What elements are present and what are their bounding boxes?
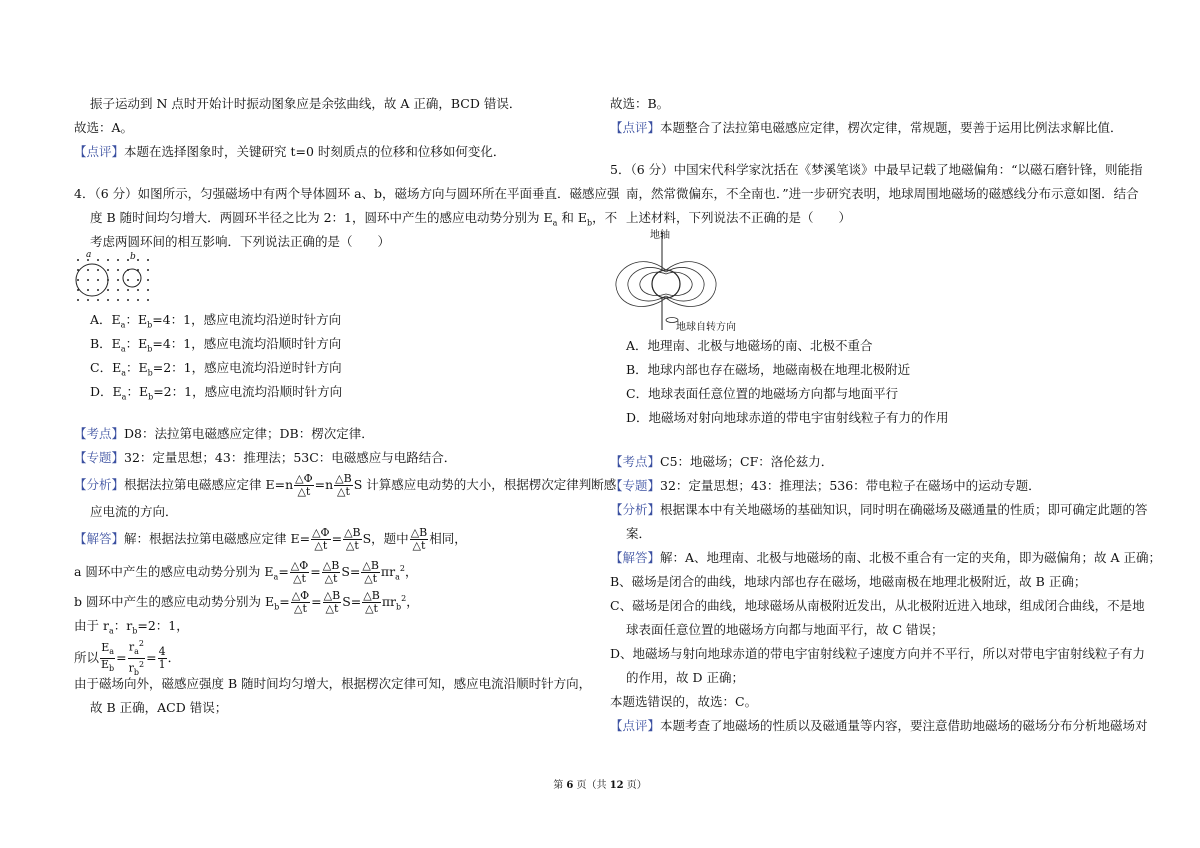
question-5-line-2: 南，然常微偏东，不全南也．”进一步研究表明，地球周围地磁场的磁感线分布示意如图．结合 bbox=[626, 186, 1139, 201]
question-5-line-1: 5．（6 分）中国宋代科学家沈括在《梦溪笔谈》中最早记载了地磁偏角：“以磁石磨针锋，则能指 bbox=[610, 162, 1143, 177]
solution-line-7: 本题选错误的，故选：C。 bbox=[610, 694, 758, 709]
option-d: D．地磁场对射向地球赤道的带电宇宙射线粒子有力的作用 bbox=[626, 410, 949, 425]
solution-line-2: B、磁场是闭合的曲线，地球内部也存在磁场，地磁南极在地理北极附近，故 B 正确； bbox=[610, 574, 1087, 589]
option-c: C．地球表面任意位置的地磁场方向都与地面平行 bbox=[626, 386, 899, 401]
question-4-line-2: 度 B 随时间均匀增大．两圆环半径之比为 2：1，圆环中产生的感应电动势分别为 $E_a$ 和 $E_b$，不 bbox=[90, 210, 618, 228]
rotation-direction-label: 地球自转方向 bbox=[676, 322, 736, 333]
text-line: 振子运动到 N 点时开始计时振动图象应是余弦曲线，故 A 正确，BCD 错误． bbox=[90, 96, 522, 111]
solution-line-3: C、磁场是闭合的曲线，地球磁场从南极附近发出，从北极附近进入地球，组成闭合曲线，不是地 bbox=[610, 598, 1145, 613]
comment-line: 【点评】本题整合了法拉第电磁感应定律，楞次定律，常规题，要善于运用比例法求解比值． bbox=[610, 120, 1123, 135]
solution-line-4: 由于 $r_a$：$r_b=2$：1， bbox=[74, 618, 189, 636]
option-c: C．$E_a$：$E_b=2$：1，感应电流均沿逆时针方向 bbox=[90, 360, 342, 378]
rings-diagram bbox=[74, 256, 164, 306]
solution-line-7: 故 B 正确，ACD 错误； bbox=[90, 700, 228, 715]
right-column bbox=[610, 92, 1162, 738]
question-4-line-3: 考虑两圆环间的相互影响．下列说法正确的是（ ） bbox=[90, 234, 391, 249]
answer-line: 故选：A。 bbox=[74, 120, 134, 135]
question-4-line-1: 4．（6 分）如图所示，匀强磁场中有两个导体圆环 a、b，磁场方向与圆环所在平面垂直．磁感应强 bbox=[74, 186, 620, 201]
page-number: 6 bbox=[566, 780, 574, 791]
ring-b-label: b bbox=[130, 252, 136, 262]
solution-line-5: D、地磁场与射向地球赤道的带电宇宙射线粒子速度方向并不平行，所以对带电宇宙射线粒子有力 bbox=[610, 646, 1146, 661]
earth-axis-label: 地轴 bbox=[650, 230, 670, 241]
analysis-line-1: 【分析】根据课本中有关地磁场的基础知识，同时明在确磁场及磁通量的性质；即可确定此题的答 bbox=[610, 502, 1148, 517]
solution-line-5: 所以 $\frac{E_a}{E_b}$ = $\frac{r_a^2}{r_b^2}$ = $\frac{4}{1}$ ． bbox=[74, 639, 181, 677]
rings-figure bbox=[74, 250, 594, 308]
answer-line: 故选：B。 bbox=[610, 96, 670, 111]
page-footer: 第 6 页（共 12 页） bbox=[553, 780, 647, 791]
question-5-line-3: 上述材料，下列说法不正确的是（ ） bbox=[626, 210, 852, 225]
solution-line-6: 由于磁场向外，磁感应强度 B 随时间均匀增大，根据楞次定律可知，感应电流沿顺时针方向， bbox=[74, 676, 592, 691]
solution-line-1: 【解答】解：A、地理南、北极与地磁场的南、北极不重合有一定的夹角，即为磁偏角；故 A 正确； bbox=[610, 550, 1162, 565]
option-a: A．地理南、北极与地磁场的南、北极不重合 bbox=[626, 338, 873, 353]
solution-line-1: 【解答】解：根据法拉第电磁感应定律 E= $\frac{\triangle\Phi}{\triangle t}$ = $\frac{\triangle B}{\triangle t}$ S，题中 $\frac{\triangle B}{\triangle t}$ 相同， bbox=[74, 526, 467, 552]
topic-line: 【专题】32：定量思想；43：推理法；53C：电磁感应与电路结合． bbox=[74, 450, 457, 465]
solution-line-4: 球表面任意位置的地磁场方向都与地面平行，故 C 错误； bbox=[626, 622, 944, 637]
topic-line: 【专题】32：定量思想；43：推理法；536：带电粒子在磁场中的运动专题． bbox=[610, 478, 1041, 493]
option-d: D．$E_a$：$E_b=2$：1，感应电流均沿顺时针方向 bbox=[90, 384, 343, 402]
solution-line-6: 的作用，故 D 正确； bbox=[626, 670, 744, 685]
comment-tag: 【点评】 bbox=[74, 144, 125, 159]
knowledge-point-line: 【考点】C5：地磁场；CF：洛伦兹力． bbox=[610, 454, 834, 469]
left-column bbox=[74, 92, 620, 720]
option-b: B．地球内部也存在磁场，地磁南极在地理北极附近 bbox=[626, 362, 911, 377]
page-total: 12 bbox=[609, 780, 624, 791]
knowledge-point-line: 【考点】D8：法拉第电磁感应定律；DB：楞次定律． bbox=[74, 426, 374, 441]
analysis-line-2: 应电流的方向． bbox=[90, 504, 178, 519]
option-b: B．$E_a$：$E_b=4$：1，感应电流均沿顺时针方向 bbox=[90, 336, 342, 354]
comment-line: 【点评】本题考查了地磁场的性质以及磁通量等内容，要注意借助地磁场的磁场分布分析地磁场对 bbox=[610, 718, 1148, 733]
ring-a-label: a bbox=[86, 250, 92, 260]
analysis-line-1: 【分析】根据法拉第电磁感应定律 E=n $\frac{\triangle\Phi}{\triangle t}$ =n $\frac{\triangle B}{\triangle t}$ S 计算感应电动势的大小，根据楞次定律判断感 bbox=[74, 472, 617, 498]
comment-line: 【点评】本题在选择图象时，关键研究 t=0 时刻质点的位移和位移如何变化． bbox=[74, 144, 506, 159]
solution-line-3: b 圆环中产生的感应电动势分别为 $E_b=$ $\frac{\triangle\Phi}{\triangle t}$ = $\frac{\triangle B}{\triangle t}$ S= $\frac{\triangle B}{\triangle t}$ $\pi r_b^2$， bbox=[74, 589, 419, 616]
option-a: A．$E_a$：$E_b=4$：1，感应电流均沿逆时针方向 bbox=[90, 312, 342, 330]
solution-line-2: a 圆环中产生的感应电动势分别为 $E_a=$ $\frac{\triangle\Phi}{\triangle t}$ = $\frac{\triangle B}{\triangle t}$ S= $\frac{\triangle B}{\triangle t}$ $\pi r_a^2$， bbox=[74, 559, 418, 586]
analysis-line-2: 案． bbox=[626, 526, 652, 541]
geomagnetic-figure bbox=[610, 230, 1130, 334]
